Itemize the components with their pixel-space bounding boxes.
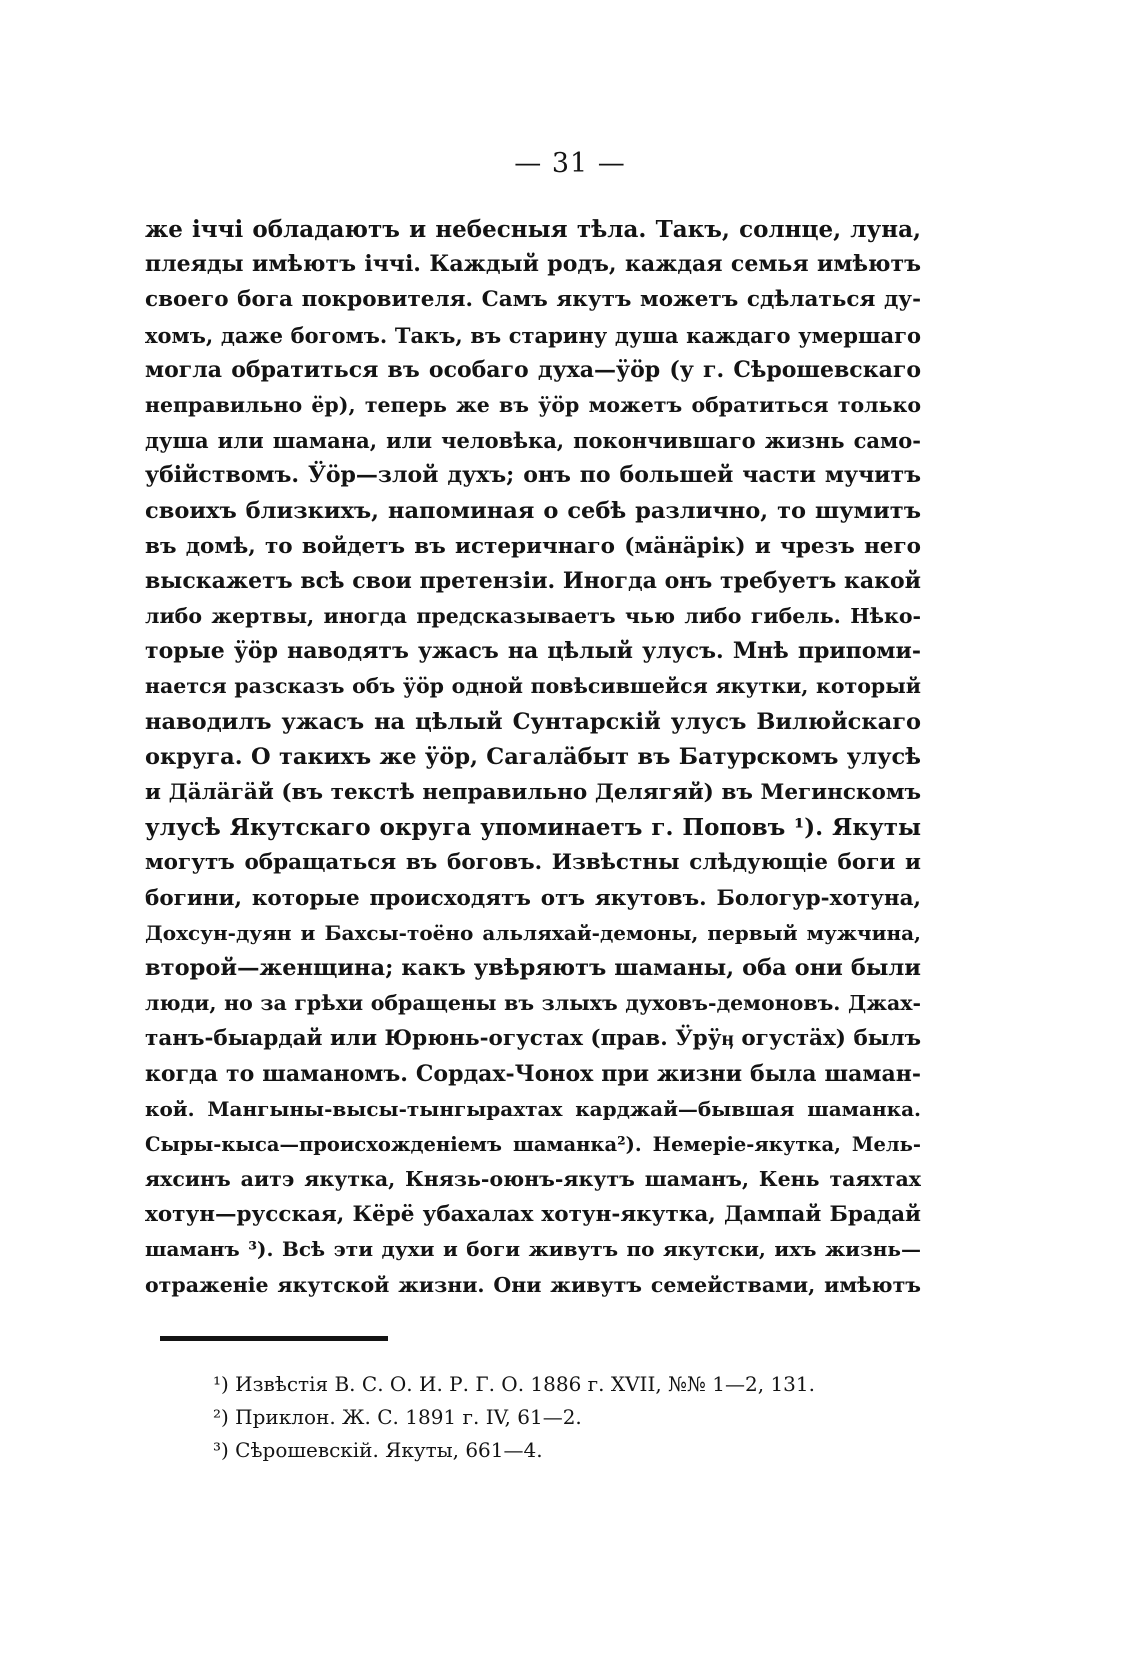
text-line: нается разсказъ объ ӱöр одной повѣсившейся якутки, который [145,674,921,699]
text-line: убійствомъ. Ӱöр—злой духъ; онъ по большей части мучитъ [145,462,921,489]
text-line: и Дäлäгäй (въ текстѣ неправильно Делягяй) въ Мегинскомъ [145,780,921,805]
text-line: могла обратиться въ особаго духа—ӱöр (у г. Сѣрошевскаго [145,356,921,383]
text-line: своего бога покровителя. Самъ якутъ можетъ сдѣлаться ду- [145,287,921,313]
text-line: же іччі обладаютъ и небесныя тѣла. Такъ, солнце, луна, [145,216,921,243]
footnote-separator-rule [160,1336,388,1341]
text-line: Дохсун-дуян и Бахсы-тоёно альляхай-демоны, первый мужчина, [145,920,921,945]
text-line: плеяды имѣютъ іччі. Каждый родъ, каждая семья имѣютъ [145,251,921,278]
text-line: неправильно ёр), теперь же въ ӱöр можетъ обратиться только [145,392,921,417]
text-line: хотун—русская, Кёрё убахалах хотун-якутка, Дампай Брадай [145,1202,921,1228]
footnote-3: ³) Сѣрошевскій. Якуты, 661—4. [213,1438,543,1462]
text-line: наводилъ ужасъ на цѣлый Сунтарскій улусъ Вилюйскаго [145,708,921,735]
text-line: люди, но за грѣхи обращены въ злыхъ духовъ-демоновъ. Джах- [145,991,921,1016]
text-line: своихъ близкихъ, напоминая о себѣ различно, то шумитъ [145,497,921,524]
text-line: богини, которые происходятъ отъ якутовъ. Бологур-хотуна, [145,885,921,911]
text-line: кой. Мангыны-высы-тынгырахтах карджай—бывшая шаманка. [145,1096,921,1121]
text-line: второй—женщина; какъ увѣряютъ шаманы, оба они были [145,954,921,981]
text-line: отраженіе якутской жизни. Они живутъ семействами, имѣютъ [145,1272,921,1297]
text-line: въ домѣ, то войдетъ въ истеричнаго (мäнäрік) и чрезъ него [145,533,921,559]
text-line: улусѣ Якутскаго округа упоминаетъ г. Поповъ ¹). Якуты [145,814,921,842]
body-text [145,212,921,1303]
text-line: округа. О такихъ же ӱöр, Сагалäбыт въ Батурскомъ улусѣ [145,743,921,770]
text-line: танъ-быардай или Юрюнь-огустах (прав. Ӱрӱӊ огустäх) былъ [145,1026,921,1052]
footnote-2: ²) Приклон. Ж. С. 1891 г. IV, 61—2. [213,1405,582,1429]
text-line: Сыры-кыса—происхожденіемъ шаманка²). Немеріе-якутка, Мель- [145,1132,921,1156]
text-line: шаманъ ³). Всѣ эти духи и боги живутъ по якутски, ихъ жизнь— [145,1237,921,1262]
page-number: — 31 — [514,148,626,179]
text-line: яхсинъ аитэ якутка, Князь-оюнъ-якутъ шаманъ, Кень таяхтах [145,1167,921,1192]
text-line: могутъ обращаться въ боговъ. Извѣстны слѣдующіе боги и [145,850,921,876]
footnote-1: ¹) Извѣстія В. С. О. И. Р. Г. О. 1886 г. XVII, №№ 1—2, 131. [213,1372,815,1396]
text-line: душа или шамана, или человѣка, покончившаго жизнь само- [145,428,921,454]
text-line: выскажетъ всѣ свои претензіи. Иногда онъ требуетъ какой [145,567,921,594]
text-line: торые ӱöр наводятъ ужасъ на цѣлый улусъ. Мнѣ припоми- [145,638,921,665]
text-line: когда то шаманомъ. Сордах-Чонох при жизни была шаман- [145,1060,921,1087]
footnotes [213,1368,913,1467]
text-line: хомъ, даже богомъ. Такъ, въ старину душа каждаго умершаго [145,322,921,348]
text-line: либо жертвы, иногда предсказываетъ чью либо гибель. Нѣко- [145,604,921,629]
